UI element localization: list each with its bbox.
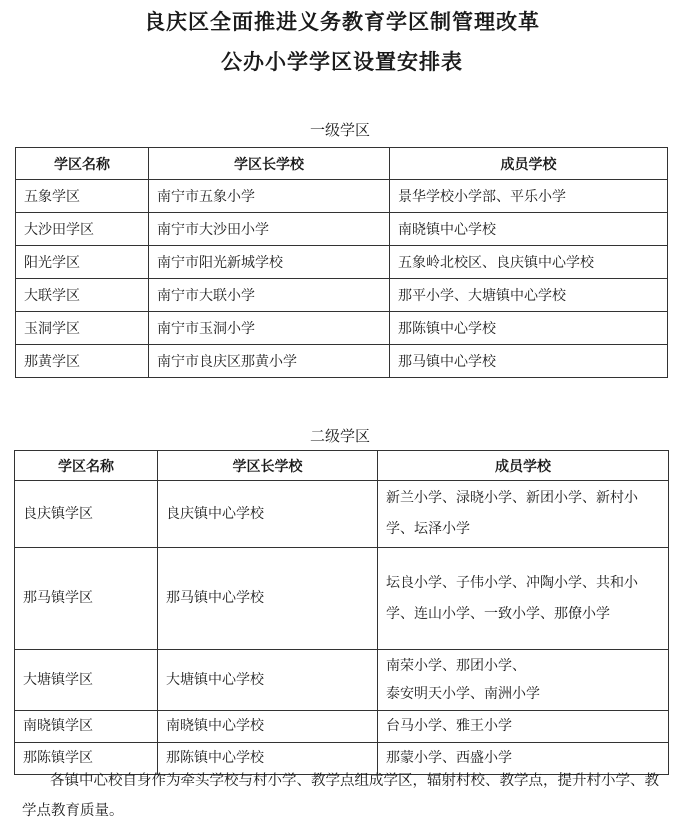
member-schools-line: 泰安明天小学、南洲小学: [386, 686, 540, 702]
district-name-cell: 南晓镇学区: [15, 711, 158, 743]
member-schools-cell: 那平小学、大塘镇中心学校: [390, 279, 668, 312]
section-title-level1: 一级学区: [309, 121, 370, 139]
table-row: [16, 180, 668, 213]
column-header-lead-school: 学区长学校: [149, 148, 390, 180]
document-title-line-2: 公办小学学区设置安排表: [221, 49, 463, 74]
section-title-level2: 二级学区: [309, 427, 370, 445]
table-row: [16, 345, 668, 378]
table-header-row: [15, 451, 669, 481]
member-schools-cell: 五象岭北校区、良庆镇中心学校: [390, 246, 668, 279]
table-row: [16, 246, 668, 279]
lead-school-cell: 南宁市五象小学: [149, 180, 390, 213]
member-schools-line: 南荣小学、那团小学、: [386, 658, 526, 674]
table-row: [16, 213, 668, 246]
member-schools-cell: 那马镇中心学校: [390, 345, 668, 378]
member-schools-cell: 那蒙小学、西盛小学: [378, 743, 669, 775]
table-row: [15, 650, 669, 711]
district-name-cell: 那马镇学区: [15, 548, 158, 650]
table-header-row: [16, 148, 668, 180]
table-row: [15, 481, 669, 548]
lead-school-cell: 南宁市玉洞小学: [149, 312, 390, 345]
document-title-line-1: 良庆区全面推进义务教育学区制管理改革: [144, 9, 540, 34]
table-row: [16, 279, 668, 312]
district-name-cell: 良庆镇学区: [15, 481, 158, 548]
member-schools-cell: 台马小学、雅王小学: [378, 711, 669, 743]
lead-school-cell: 南晓镇中心学校: [158, 711, 378, 743]
column-header-district-name: 学区名称: [15, 451, 158, 481]
member-schools-cell: 坛良小学、子伟小学、冲陶小学、共和小学、连山小学、一致小学、那僚小学: [378, 548, 669, 650]
table-row: [15, 711, 669, 743]
level1-district-table: [15, 147, 668, 378]
member-schools-cell: 南晓镇中心学校: [390, 213, 668, 246]
column-header-member-schools: 成员学校: [378, 451, 669, 481]
member-schools-cell: [378, 650, 669, 711]
lead-school-cell: 南宁市大沙田小学: [149, 213, 390, 246]
lead-school-cell: 南宁市阳光新城学校: [149, 246, 390, 279]
member-schools-cell: 新兰小学、渌晓小学、新团小学、新村小学、坛泽小学: [378, 481, 669, 548]
footnote-paragraph: 各镇中心校自身作为牵头学校与村小学、教学点组成学区，辐射村校、教学点，提升村小学、教学点教育质量。: [22, 773, 659, 819]
lead-school-cell: 那陈镇中心学校: [158, 743, 378, 775]
lead-school-cell: 良庆镇中心学校: [158, 481, 378, 548]
level2-district-table: [14, 450, 669, 775]
district-name-cell: 大塘镇学区: [15, 650, 158, 711]
lead-school-cell: 那马镇中心学校: [158, 548, 378, 650]
member-schools-cell: 那陈镇中心学校: [390, 312, 668, 345]
district-name-cell: 大联学区: [16, 279, 149, 312]
lead-school-cell: 大塘镇中心学校: [158, 650, 378, 711]
lead-school-cell: 南宁市良庆区那黄小学: [149, 345, 390, 378]
column-header-district-name: 学区名称: [16, 148, 149, 180]
table-row: [15, 548, 669, 650]
district-name-cell: 那陈镇学区: [15, 743, 158, 775]
district-name-cell: 那黄学区: [16, 345, 149, 378]
district-name-cell: 五象学区: [16, 180, 149, 213]
district-name-cell: 玉洞学区: [16, 312, 149, 345]
column-header-lead-school: 学区长学校: [158, 451, 378, 481]
member-schools-cell: 景华学校小学部、平乐小学: [390, 180, 668, 213]
district-name-cell: 阳光学区: [16, 246, 149, 279]
column-header-member-schools: 成员学校: [390, 148, 668, 180]
table-row: [16, 312, 668, 345]
district-name-cell: 大沙田学区: [16, 213, 149, 246]
lead-school-cell: 南宁市大联小学: [149, 279, 390, 312]
